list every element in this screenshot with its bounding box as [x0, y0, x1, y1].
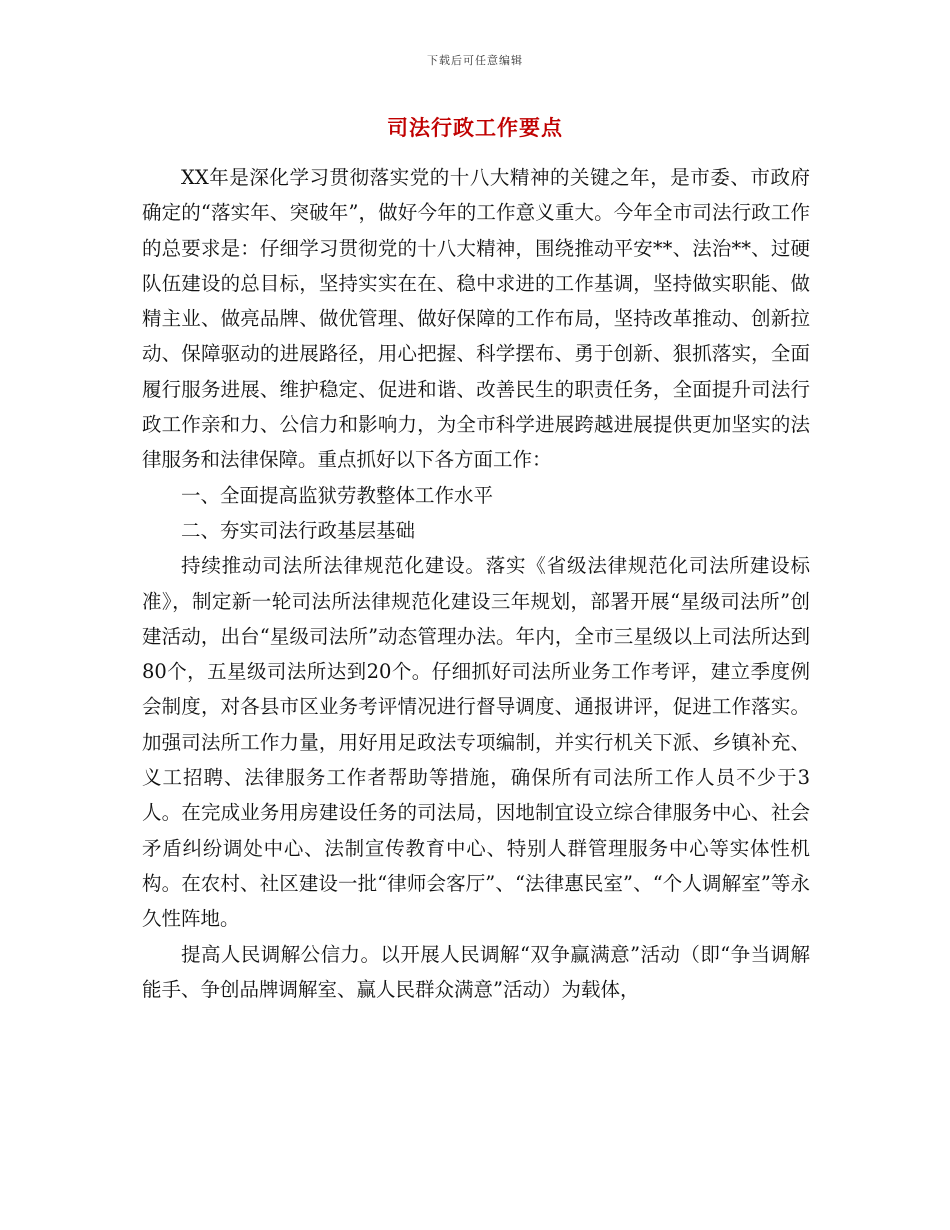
document-title: 司法行政工作要点: [387, 115, 563, 140]
header-note: 下载后可任意编辑: [427, 54, 523, 67]
paragraph-mediation: 提高人民调解公信力。以开展人民调解“双争赢满意”活动（即“争当调解能手、争创品牌调解室、赢人民群众满意”活动）为载体，: [142, 942, 810, 1001]
document-body: [142, 160, 810, 1007]
paragraph-judicial-office: 持续推动司法所法律规范化建设。落实《省级法律规范化司法所建设标准》，制定新一轮司法所法律规范化建设三年规划，部署开展“星级司法所”创建活动，出台“星级司法所”动态管理办法。年内，全市三星级以上司法所达到80个，五星级司法所达到20个。仔细抓好司法所业务工作考评，建立季度例会制度，对各县市区业务考评情况进行督导调度、通报讲评，促进工作落实。加强司法所工作力量，用好用足政法专项编制，并实行机关下派、乡镇补充、义工招聘、法律服务工作者帮助等措施，确保所有司法所工作人员不少于3人。在完成业务用房建设任务的司法局，因地制宜设立综合律服务中心、社会矛盾纠纷调处中心、法制宣传教育中心、特别人群管理服务中心等实体性机构。在农村、社区建设一批“律师会客厅”、“法律惠民室”、“个人调解室”等永久性阵地。: [142, 554, 810, 931]
heading-section-1: 一、全面提高监狱劳教整体工作水平: [181, 483, 494, 507]
heading-section-2: 二、夯实司法行政基层基础: [181, 518, 416, 542]
paragraph-intro: XX年是深化学习贯彻落实党的十八大精神的关键之年，是市委、市政府确定的“落实年、突破年”，做好今年的工作意义重大。今年全市司法行政工作的总要求是：仔细学习贯彻党的十八大精神，围绕推动平安**、法治**、过硬队伍建设的总目标，坚持实实在在、稳中求进的工作基调，坚持做实职能、做精主业、做亮品牌、做优管理、做好保障的工作布局，坚持改革推动、创新拉动、保障驱动的进展路径，用心把握、科学摆布、勇于创新、狠抓落实，全面履行服务进展、维护稳定、促进和谐、改善民生的职责任务，全面提升司法行政工作亲和力、公信力和影响力，为全市科学进展跨越进展提供更加坚实的法律服务和法律保障。重点抓好以下各方面工作：: [142, 166, 810, 472]
